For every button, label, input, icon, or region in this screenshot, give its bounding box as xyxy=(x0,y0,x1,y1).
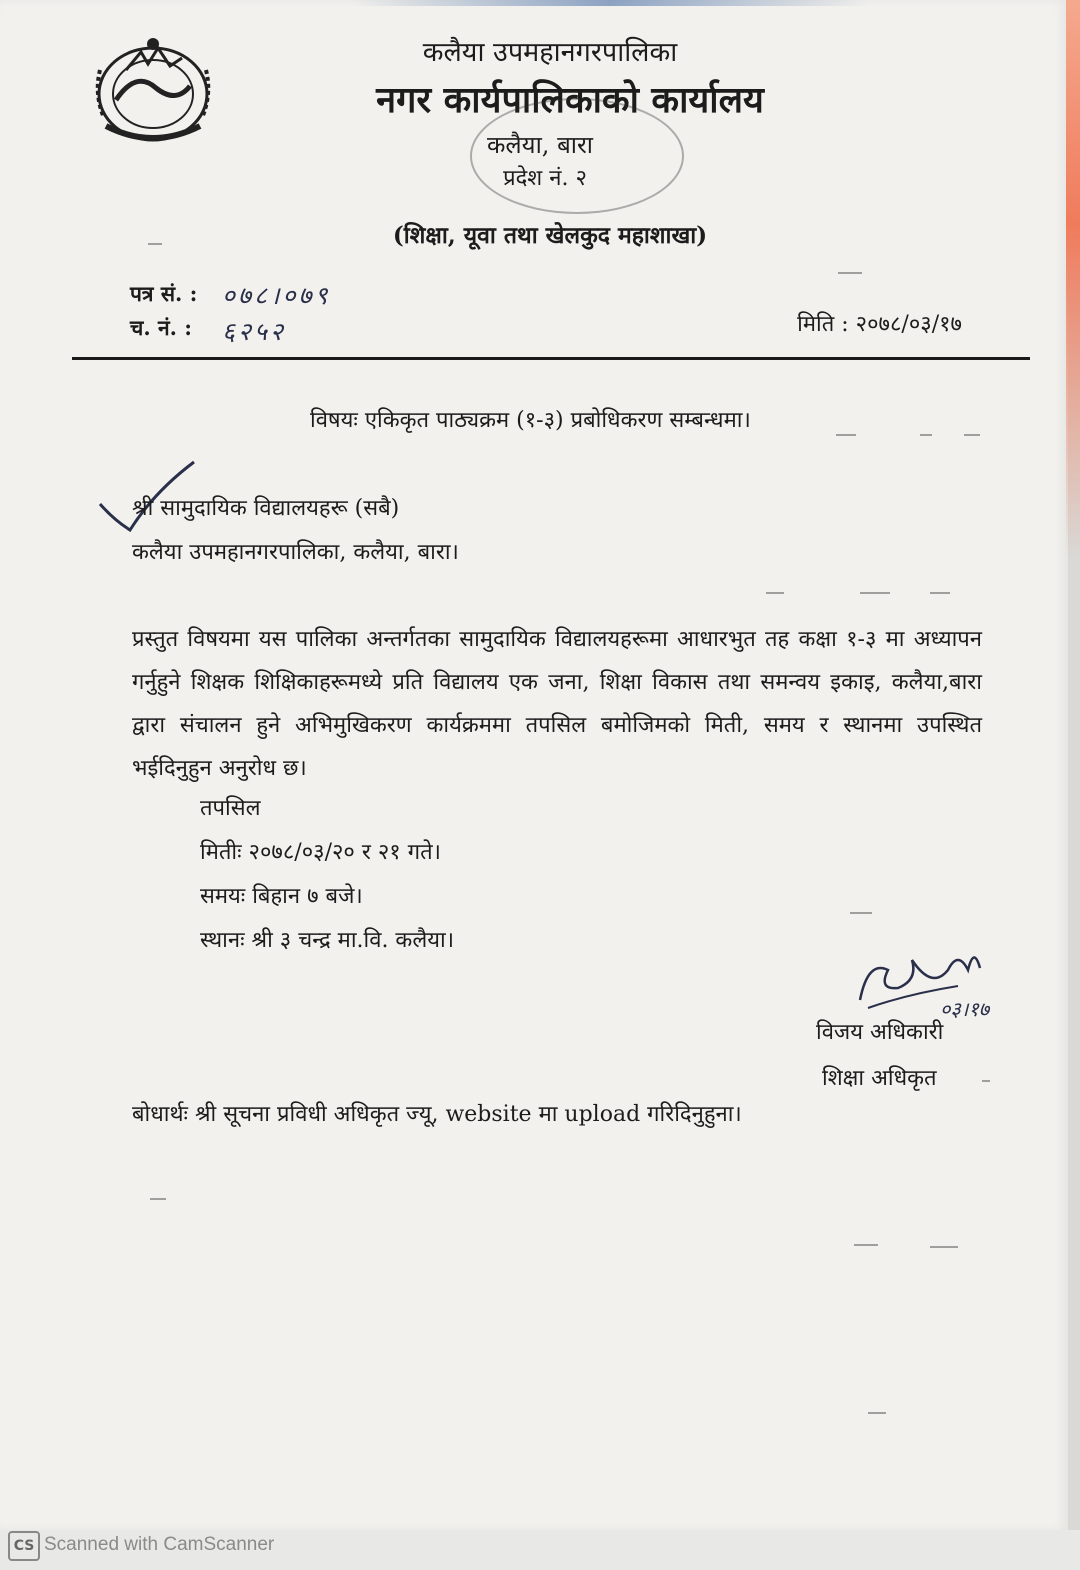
scan-speck xyxy=(982,1080,990,1082)
scan-speck xyxy=(964,434,980,436)
signatory-title: शिक्षा अधिकृत xyxy=(822,1066,937,1091)
addressee-address: कलैया उपमहानगरपालिका, कलैया, बारा। xyxy=(132,540,459,565)
letter-subject: विषयः एकिकृत पाठ्यक्रम (१-३) प्रबोधिकरण सम्बन्धमा। xyxy=(310,408,751,433)
dispatch-number-label: च. नं. : xyxy=(130,315,192,340)
org-name: कलैया उपमहानगरपालिका xyxy=(422,37,678,68)
scan-speck xyxy=(868,1412,886,1414)
division-name: (शिक्षा, यूवा तथा खेलकुद महाशाखा) xyxy=(392,222,708,249)
signature-date: ०३।१७ xyxy=(940,997,990,1021)
scan-speck xyxy=(860,592,890,594)
handwritten-signature xyxy=(848,930,1024,1026)
scan-speck xyxy=(850,912,872,914)
scan-speck xyxy=(836,434,856,436)
camscanner-logo: CS xyxy=(8,1531,40,1561)
right-edge-tint xyxy=(1066,0,1080,560)
camscanner-watermark: Scanned with CamScanner xyxy=(44,1534,275,1555)
scan-speck xyxy=(854,1244,878,1246)
scan-speck xyxy=(766,592,784,594)
cc-note: बोधार्थः श्री सूचना प्रविधी अधिकृत ज्यू, website मा upload गरिदिनुहुना। xyxy=(132,1102,742,1127)
top-edge-tint xyxy=(350,0,870,6)
header-divider xyxy=(72,357,1030,360)
scan-speck xyxy=(838,272,862,274)
office-name: नगर कार्यपालिकाको कार्यालय xyxy=(376,79,764,121)
letter-date: मिति : २०७८/०३/१७ xyxy=(797,312,962,337)
scan-speck xyxy=(148,243,162,245)
letter-number-label: पत्र सं. : xyxy=(130,281,198,306)
schedule-time: समयः बिहान ७ बजे। xyxy=(200,884,363,909)
schedule-place: स्थानः श्री ३ चन्द्र मा.वि. कलैया। xyxy=(200,928,455,953)
office-location: कलैया, बारा xyxy=(486,131,594,159)
letter-number-value: ०७८।०७९ xyxy=(222,281,331,310)
scan-speck xyxy=(920,434,932,436)
scan-speck xyxy=(150,1198,166,1200)
scan-speck xyxy=(930,1246,958,1248)
nepal-government-emblem-icon xyxy=(86,30,220,150)
scan-speck xyxy=(930,592,950,594)
dispatch-number-value: ६२५२ xyxy=(222,317,287,346)
office-stamp xyxy=(470,98,684,214)
schedule-title: तपसिल xyxy=(200,796,261,821)
schedule-date: मितीः २०७८/०३/२० र २१ गते। xyxy=(200,840,441,865)
addressee-name: श्री सामुदायिक विद्यालयहरू (सबै) xyxy=(132,496,400,521)
body-paragraph: प्रस्तुत विषयमा यस पालिका अन्तर्गतका सामुदायिक विद्यालयहरूमा आधारभुत तह कक्षा १-३ मा अध्यापन गर्नुहुने शिक्षक शिक्षिकाहरूमध्ये प्रति विद्यालय एक जना, शिक्षा विकास तथा समन्वय इकाइ, कलैया,बारा द्वारा संचालन हुने अभिमुखिकरण कार्यक्रममा तपसिल बमोजिमको मिती, समय र स्थानमा उपस्थित भईदिनुहुन अनुरोध छ। xyxy=(132,627,982,781)
province: प्रदेश नं. २ xyxy=(503,166,587,191)
signatory-name: विजय अधिकारी xyxy=(816,1020,944,1045)
